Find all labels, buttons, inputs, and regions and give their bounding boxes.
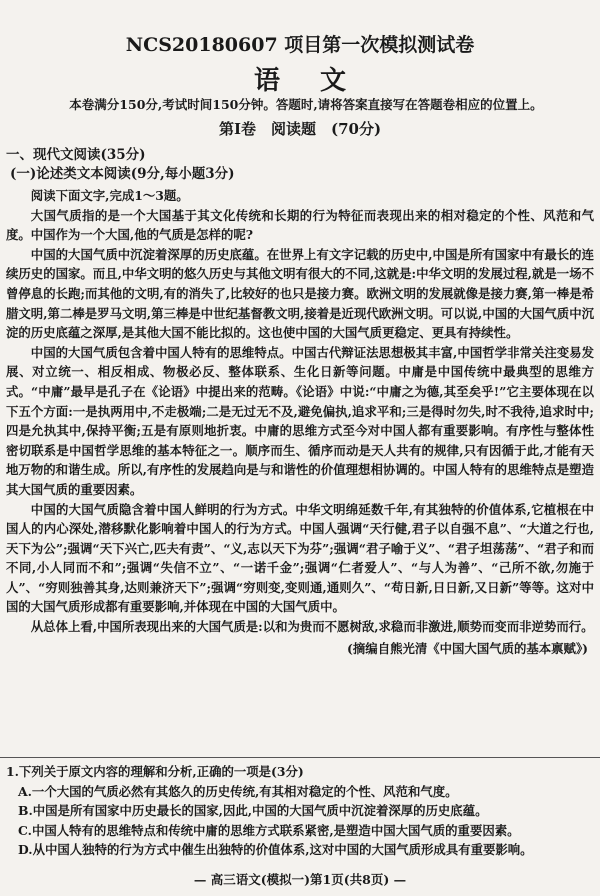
exam-code-title: NCS20180607 项目第一次模拟测试卷 (125, 34, 475, 56)
subject-title: 语文 (253, 66, 386, 96)
subsection-title: (一)论述类文本阅读(9分,每小题3分) (10, 166, 235, 182)
passage-paragraph-5: 从总体上看,中国所表现出来的大国气质是:以和为贵而不愿树敌,求稳而非激进,顺势而变而非逆势而行。 (30, 619, 594, 635)
passage-paragraph-2: 中国的大国气质中沉淀着深厚的历史底蕴。在世界上有文字记载的历史中,中国是所有国家中有最长的连续历史的国家。而且,中华文明的悠久历史与其他文明有很大的不同,这就是:中华文明的发展过程,就是一场不曾停息的长跑;而其他的文明,有的消失了,比较好的也只是接力赛。欧洲文明的发展就像是接力赛,第一棒是希腊文明,第二棒是罗马文明,第三棒是中世纪基督教文明,接着是近现代欧洲文明。可以说,中国的大国气质中沉淀的历史底蕴之深厚,是其他大国不能比拟的。这也使中国的大国气质更稳定、更具有持续性。 (6, 246, 594, 341)
passage-source: (摘编自熊光清《中国大国气质的基本禀赋》) (347, 640, 588, 656)
passage-paragraph-3: 中国的大国气质包含着中国人特有的思维特点。中国古代辩证法思想极其丰富,中国哲学非常关注变易发展、对立统一、相反相成、物极必反、整体联系、生化日新等问题。中庸是中国传统中最典型的思维方式。“中庸”最早是孔子在《论语》中提出来的范畴。《论语》中说:“中庸之为德,其至矣乎!”它主要体现在以下五个方面:一是执两用中,不走极端;二是无过无不及,避免偏执,追求平和;三是得时勿失,时不我待,追求时中;四是允执其中,保持平衡;五是有原则地折衷。中庸的思维方式至今对中国人都有重要影响。有序性与整体性密切联系是中国哲学思维的基本特征之一。顺序而生、循序而动是天人共有的规律,只有因循于此,才能有天地万物的和谐生成。所以,有序性的发展趋向是与和谐性的价值理想相协调的。中国人特有的思维特点是塑造其大国气质的重要因素。 (6, 344, 594, 497)
section-title: 一、现代文阅读(35分) (6, 147, 146, 163)
option-b: B.中国是所有国家中历史最长的国家,因此,中国的大国气质中沉淀着深厚的历史底蕴。 (18, 803, 488, 819)
passage-paragraph-1: 大国气质指的是一个大国基于其文化传统和长期的行为特征而表现出来的相对稳定的个性、风范和气度。中国作为一个大国,他的气质是怎样的呢? (6, 207, 594, 243)
exam-notice: 本卷满分150分,考试时间150分钟。答题时,请将答案直接写在答题卷相应的位置上。 (69, 97, 543, 112)
option-c: C.中国人特有的思维特点和传统中庸的思维方式联系紧密,是塑造中国大国气质的重要因素。 (18, 822, 520, 838)
passage-paragraph-4: 中国的大国气质隐含着中国人鲜明的行为方式。中华文明绵延数千年,有其独特的价值体系,它植根在中国人的内心深处,潜移默化影响着中国人的行为方式。中国人强调“天行健,君子以自强不息”、“大道之行也,天下为公”;强调“天下兴亡,匹夫有责”、“义,志以天下为芬”;强调“君子喻于义”、“君子坦荡荡”、“君子和而不同,小人同而不和”;强调“失信不立”、“一诺千金”;强调“仁者爱人”、“与人为善”、“己所不欲,勿施于人”、“穷则独善其身,达则兼济天下”;强调“穷则变,变则通,通则久”、“苟日新,日日新,又日新”等等。这对中国的大国气质形成都有重要影响,并体现在中国的大国气质中。 (6, 501, 594, 615)
option-a: A.一个大国的气质必然有其悠久的历史传统,有其相对稳定的个性、风范和气度。 (18, 783, 458, 799)
question-stem: 1.下列关于原文内容的理解和分析,正确的一项是(3分) (6, 764, 304, 779)
divider (0, 757, 600, 758)
option-d: D.从中国人独特的行为方式中催生出独特的价值体系,这对中国的大国气质形成具有重要影响。 (18, 842, 533, 858)
instruction: 阅读下面文字,完成1～3题。 (30, 188, 189, 203)
page-footer: — 高三语文(模拟一)第1页(共8页) — (193, 872, 407, 887)
question-1 (6, 762, 594, 860)
part-title: 第Ⅰ卷 阅读题 (70分) (218, 120, 382, 138)
reading-passage (6, 186, 594, 658)
